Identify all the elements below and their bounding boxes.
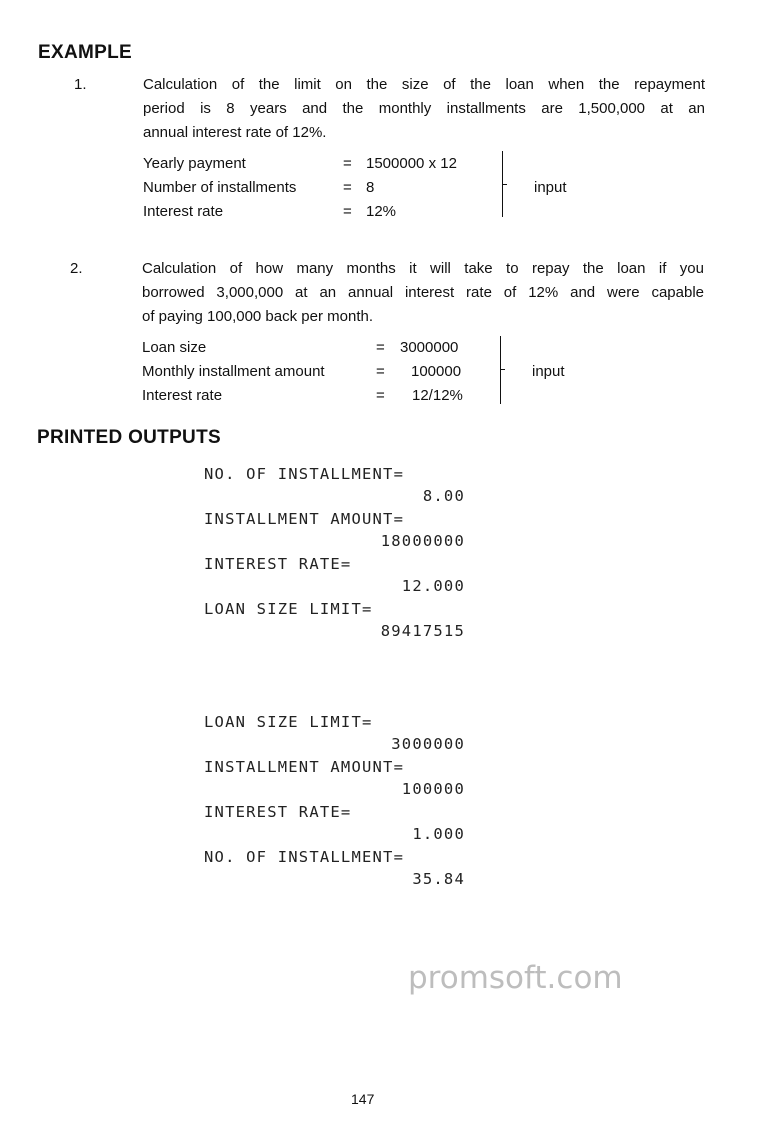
example-2-line-1: Calculation of how many months it will take to repay the loan if you [142,260,704,277]
example-1-row-eq: = [343,203,352,220]
example-1-input-label: input [534,179,567,196]
example-2-brace [500,336,501,404]
example-2-row-value: 100000 [411,363,462,380]
example-1-row-label: Number of installments [143,179,297,196]
example-1-row-label: Interest rate [143,203,224,220]
output-1-value: 8.00 [422,487,465,505]
example-1-row-value: 12% [366,203,397,220]
example-2-row-label: Monthly installment amount [142,363,325,380]
example-1-line-2: period is 8 years and the monthly installments are 1,500,000 at an [143,100,705,117]
output-2-value: 1.000 [412,825,465,843]
output-1-value: 89417515 [380,622,465,640]
output-1-label: INTEREST RATE= [204,555,352,573]
output-1-value: 12.000 [401,577,465,595]
example-1-row-eq: = [343,179,352,196]
example-1-number: 1. [74,76,87,93]
example-2-description [142,257,704,329]
output-2-label: LOAN SIZE LIMIT= [204,713,373,731]
example-1-row-value: 8 [366,179,375,196]
example-2-row-value: 3000000 [400,339,459,356]
example-2-row-label: Interest rate [142,387,223,404]
output-2-value: 35.84 [412,870,465,888]
output-1-label: NO. OF INSTALLMENT= [204,465,405,483]
example-1-line-1: Calculation of the limit on the size of the loan when the repayment [143,76,705,93]
output-1-label: LOAN SIZE LIMIT= [204,600,373,618]
example-2-number: 2. [70,260,83,277]
output-2-label: INSTALLMENT AMOUNT= [204,758,405,776]
example-2-brace-tick [501,369,505,370]
example-heading: EXAMPLE [38,42,132,63]
printed-outputs-heading: PRINTED OUTPUTS [37,427,221,448]
output-1-label: INSTALLMENT AMOUNT= [204,510,405,528]
output-2-label: NO. OF INSTALLMENT= [204,848,405,866]
example-2-row-eq: = [376,387,385,404]
example-2-row-value: 12/12% [412,387,463,404]
output-2-value: 3000000 [391,735,465,753]
watermark: promsoft.com [408,960,623,996]
example-1-brace-tick [503,184,507,185]
example-1-line-3: annual interest rate of 12%. [143,124,327,141]
example-1-row-label: Yearly payment [143,155,246,172]
example-2-input-label: input [532,363,565,380]
example-2-row-eq: = [376,339,385,356]
output-2-value: 100000 [401,780,465,798]
example-2-row-label: Loan size [142,339,207,356]
page-number: 147 [351,1091,375,1107]
output-1-value: 18000000 [380,532,465,550]
example-1-row-value: 1500000 x 12 [366,155,457,172]
example-1-row-eq: = [343,155,352,172]
example-2-row-eq: = [376,363,385,380]
example-2-line-3: of paying 100,000 back per month. [142,308,373,325]
example-1-description [143,73,705,145]
example-2-line-2: borrowed 3,000,000 at an annual interest rate of 12% and were capable [142,284,704,301]
output-2-label: INTEREST RATE= [204,803,352,821]
